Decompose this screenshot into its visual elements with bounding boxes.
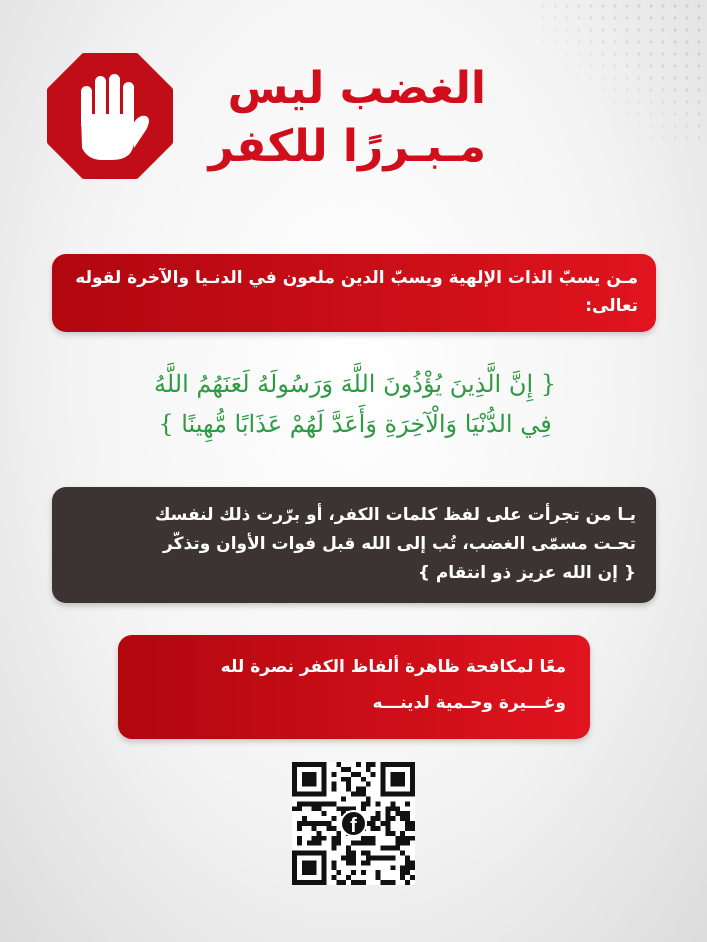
title-line-2: مـبـررًا للكفر [208,121,486,172]
call-to-action-box [118,635,590,739]
warning-box [52,254,656,332]
dot-pattern [537,0,707,140]
poster-header [46,52,486,192]
advice-line-1: يـا من تجرأت على لفظ كلمات الكفر، أو برّرت ذلك لنفسك [154,505,636,525]
verse-line-1: { إِنَّ الَّذِينَ يُؤْذُونَ اللَّهَ وَرَسُولَهُ لَعَنَهُمُ اللَّهُ [153,370,557,398]
advice-box [52,487,656,603]
poster-title [186,60,486,176]
title-line-1: الغضب ليس [227,63,486,114]
qr-code[interactable] [292,762,415,885]
advice-line-3: { إن الله عزيز ذو انتقام } [417,563,636,583]
call-line-1: معًا لمكافحة ظاهرة ألفاظ الكفر نصرة لله [220,657,566,677]
advice-line-2: تحـت مسمّى الغضب، تُب إلى الله قبل فوات الأوان وتذكّر [163,534,636,554]
warning-text: مـن يسبّ الذات الإلهية ويسبّ الدين ملعون في الدنـيا والآخرة لقوله تعالى: [75,268,638,316]
stop-hand-icon [46,52,174,180]
quran-verse [60,364,650,444]
facebook-icon: f [340,810,367,837]
verse-line-2: فِي الدُّنْيَا وَالْآخِرَةِ وَأَعَدَّ لَهُمْ عَذَابًا مُّهِينًا } [158,410,552,438]
call-line-2: وغـــيرة وحـمية لدينـــه [372,693,566,713]
